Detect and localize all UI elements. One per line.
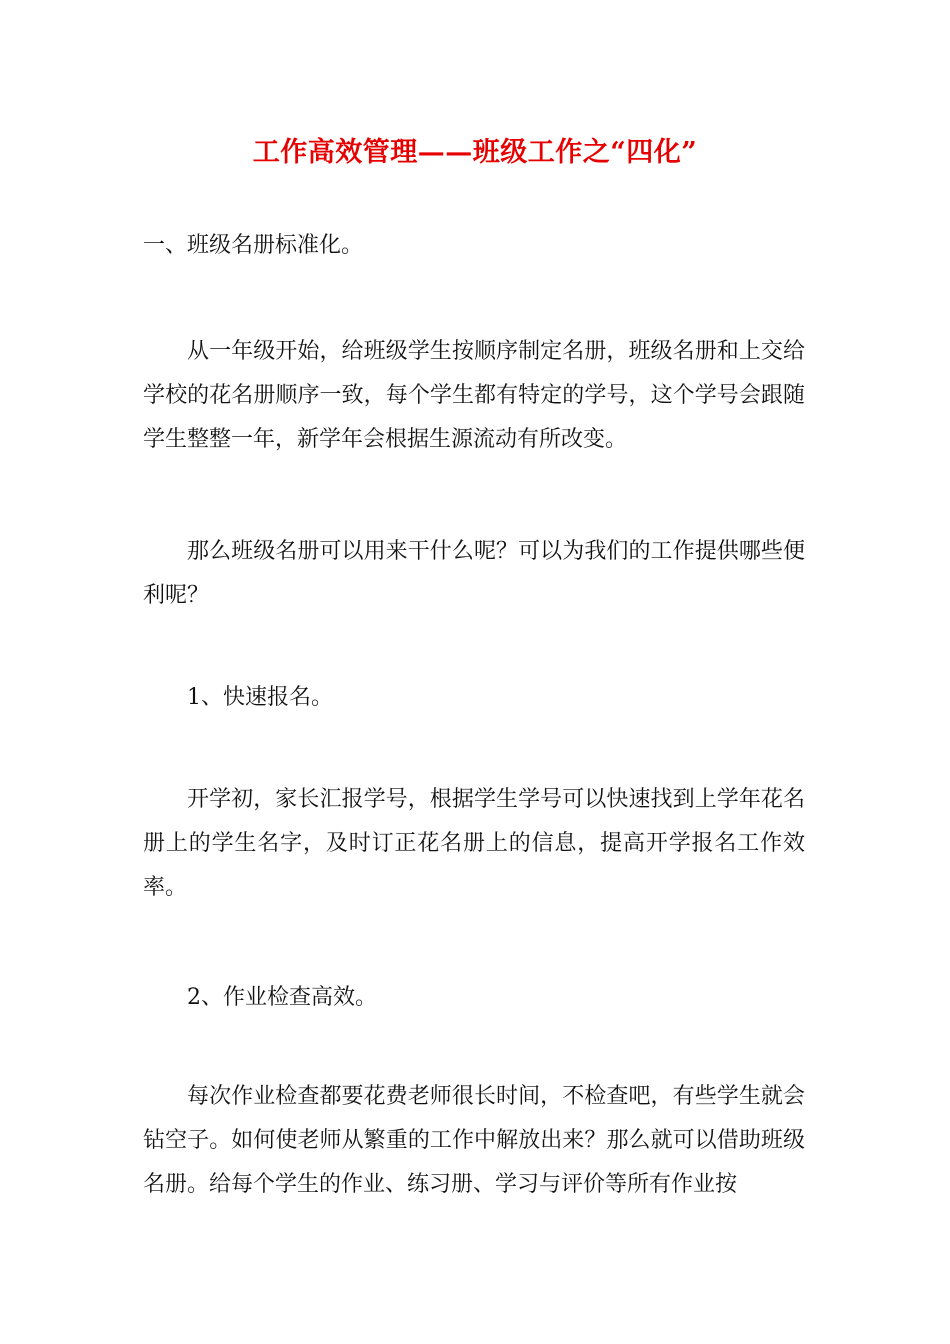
list-item-heading: 1、快速报名。 [187,685,333,710]
list-item-heading: 2、作业检查高效。 [187,985,377,1010]
section-heading: 一、班级名册标准化。 [143,233,364,258]
paragraph: 每次作业检查都要花费老师很长时间，不检查吧，有些学生就会钻空子。如何使老师从繁重的工作中解放出来？那么就可以借助班级名册。给每个学生的作业、练习册、学习与评价等所有作业按 [143,1084,805,1197]
paragraph: 从一年级开始，给班级学生按顺序制定名册，班级名册和上交给学校的花名册顺序一致，每个学生都有特定的学号，这个学号会跟随学生整整一年，新学年会根据生源流动有所改变。 [143,339,805,452]
paragraph: 那么班级名册可以用来干什么呢？可以为我们的工作提供哪些便利呢？ [143,539,805,608]
document-title: 工作高效管理——班级工作之“四化” [252,137,698,168]
paragraph: 开学初，家长汇报学号，根据学生学号可以快速找到上学年花名册上的学生名字，及时订正花名册上的信息，提高开学报名工作效率。 [143,787,805,900]
